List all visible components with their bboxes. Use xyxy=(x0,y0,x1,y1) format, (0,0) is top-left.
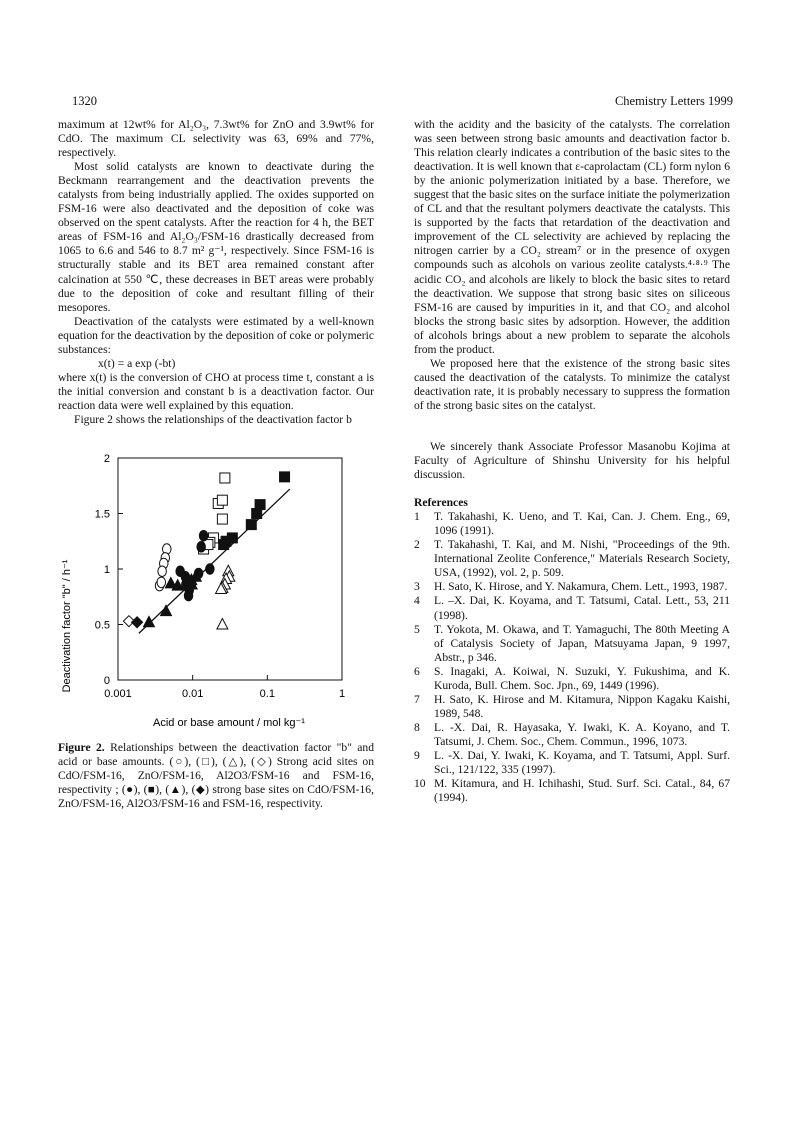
reference-number: 7 xyxy=(414,692,420,706)
right-column xyxy=(414,118,730,805)
equation: x(t) = a exp (-bt) xyxy=(98,356,176,370)
x-tick-label: 0.001 xyxy=(104,688,132,700)
x-tick-label: 0.01 xyxy=(181,688,204,700)
data-point-square-open xyxy=(220,473,230,483)
y-tick-label: 0 xyxy=(103,675,110,687)
reference-text: L. -X. Dai, R. Hayasaka, Y. Iwaki, K. A. Koyano, and T. Tatsumi, J. Chem. Soc., Chem. Commun., 1996, 1073. xyxy=(434,720,730,748)
paragraph: Deactivation of the catalysts were estimated by a well-known equation for the deactivation by the deposition of coke or polymeric substances: xyxy=(58,314,374,356)
reference-item xyxy=(414,777,730,805)
reference-item xyxy=(414,510,730,538)
reference-number: 5 xyxy=(414,622,420,636)
data-point-triangle-open xyxy=(217,619,228,630)
paragraph: with the acidity and the basicity of the catalysts. The correlation was seen between strong basic amounts and deactivation factor b. This relation clearly indicates a contribution of the basic sites to the deactivation. It is well known that ε-caprolactam (CL) form nylon 6 by the anionic polymerization initiated by a base. Therefore, we suggest that the basic sites on the surface initiate the polymerization of CL and that the resultant polymers deactivate the catalysts. This is supported by the facts that retardation of the deactivation and improvement of the CL selectivity are achieved by replacing the nitrogen carrier by a CO₂ stream⁷ or in the presence of oxygen compounds such as alcohols on various zeolite catalysts.⁴·⁸·⁹ The acidic CO₂ and alcohols are likely to block the basic sites to retard the deactivation. We suppose that strong basic sites on siliceous FSM-16 are caused by impurities in it, and that CO₂ and alcohol blocks the strong basic sites by adsorption. However, the addition of alcohols brings about a new problem to separate the alcohols from the product. xyxy=(414,118,730,356)
figure-2-chart xyxy=(56,446,376,736)
reference-item xyxy=(414,749,730,777)
paragraph: Most solid catalysts are known to deactivate during the Beckmann rearrangement and the deactivation prevents the catalysts from being industrially applied. The oxides supported on FSM-16 were also deactivated and the deposition of coke was observed on the spent catalysts. After the reaction for 4 h, the BET areas of FSM-16 and Al₂O₃/FSM-16 drastically decreased from 1065 to 6.6 and 546 to 8.7 m² g⁻¹, respectively. Since FSM-16 is structurally stable and its BET area remained constant after calcination at 550 ℃, these decreases in BET areas were probably due to the deposition of coke and resultant filling of their mesopores. xyxy=(58,160,374,314)
reference-text: T. Takahashi, K. Ueno, and T. Kai, Can. J. Chem. Eng., 69, 1096 (1991). xyxy=(434,510,730,538)
data-point-circle-filled xyxy=(197,542,206,553)
y-axis-label: Deactivation factor "b" / h⁻¹ xyxy=(61,559,73,693)
data-point-square-open xyxy=(217,495,227,505)
left-column xyxy=(58,118,374,427)
reference-text: H. Sato, K. Hirose and M. Kitamura, Nippon Kagaku Kaishi, 1989, 548. xyxy=(434,692,730,720)
reference-item xyxy=(414,721,730,749)
page-number: 1320 xyxy=(72,94,97,108)
data-point-square-filled xyxy=(219,540,229,550)
reference-text: H. Sato, K. Hirose, and Y. Nakamura, Chem. Lett., 1993, 1987. xyxy=(434,580,728,594)
data-point-square-filled xyxy=(280,472,290,482)
data-point-triangle-filled xyxy=(143,616,154,627)
paragraph: We proposed here that the existence of the strong basic sites caused the deactivation of the catalysts. To minimize the catalyst deactivation rate, it is probably necessary to suppress the formation of the strong basic sites on the catalyst. xyxy=(414,356,730,412)
paragraph: maximum at 12wt% for Al₂O₃, 7.3wt% for ZnO and 3.9wt% for CdO. The maximum CL selectivity was 63, 69% and 77%, respectively. xyxy=(58,118,374,160)
data-point-square-filled xyxy=(252,509,262,519)
y-tick-label: 1 xyxy=(103,564,110,576)
y-tick-label: 2 xyxy=(103,453,110,465)
reference-item xyxy=(414,665,730,693)
reference-number: 9 xyxy=(414,748,420,762)
x-tick-label: 0.1 xyxy=(259,688,275,700)
data-point-square-open xyxy=(217,514,227,524)
data-point-square-filled xyxy=(246,520,256,530)
figure-caption-text: Relationships between the deactivation factor "b" and acid or base amounts. (○), (□), (△), (◇) Strong acid sites on CdO/FSM-16, ZnO/FSM-16, Al2O3/FSM-16 and FSM-16, respectivity ; (●), (■), (▲), (◆) strong base sites on CdO/FSM-16, ZnO/FSM-16, Al2O3/FSM-16 and FSM-16, respectivity. xyxy=(58,741,374,811)
data-point-circle-filled xyxy=(184,590,193,601)
reference-item xyxy=(414,538,730,580)
reference-item xyxy=(414,594,730,622)
reference-number: 2 xyxy=(414,538,420,552)
reference-number: 3 xyxy=(414,580,420,594)
x-tick-label: 1 xyxy=(338,688,346,700)
x-axis-label: Acid or base amount / mol kg⁻¹ xyxy=(153,717,305,729)
journal-running-head: Chemistry Letters 1999 xyxy=(614,94,733,108)
y-tick-label: 1.5 xyxy=(94,508,110,521)
reference-item xyxy=(414,623,730,665)
chart-axes xyxy=(95,453,345,700)
reference-text: T. Yokota, M. Okawa, and T. Yamaguchi, The 80th Meeting A of Catalysis Society of Japan, Matsuyama Japan, 9 1997, Abstr., p 346. xyxy=(434,622,730,664)
acknowledgement: We sincerely thank Associate Professor Masanobu Kojima at Faculty of Agriculture of Shinshu University for his helpful discussion. xyxy=(414,439,730,482)
data-point-circle-open xyxy=(158,566,167,577)
reference-item xyxy=(414,580,730,594)
paragraph: Figure 2 shows the relationships of the deactivation factor b xyxy=(74,412,352,426)
reference-item xyxy=(414,693,730,721)
chart-marks xyxy=(123,472,289,634)
reference-number: 6 xyxy=(414,664,420,678)
reference-text: S. Inagaki, A. Koiwai, N. Suzuki, Y. Fukushima, and K. Kuroda, Bull. Chem. Soc. Jpn., 69, 1449 (1996). xyxy=(434,664,730,692)
reference-number: 4 xyxy=(414,594,420,608)
reference-number: 10 xyxy=(414,777,426,791)
reference-text: L. –X. Dai, K. Koyama, and T. Tatsumi, Catal. Lett., 53, 211 (1998). xyxy=(434,594,730,622)
references-heading: References xyxy=(414,496,468,510)
reference-text: M. Kitamura, and H. Ichihashi, Stud. Surf. Sci. Catal., 84, 67 (1994). xyxy=(434,777,730,805)
figure-caption xyxy=(58,741,374,811)
data-point-circle-open xyxy=(157,577,166,588)
reference-text: T. Takahashi, T. Kai, and M. Nishi, "Proceedings of the 9th. International Zeolite Conference," Materials Research Society, USA, (1992), vol. 2, p. 509. xyxy=(434,538,730,580)
data-point-circle-filled xyxy=(199,530,208,541)
y-tick-label: 0.5 xyxy=(94,619,110,632)
reference-text: L. -X. Dai, Y. Iwaki, K. Koyama, and T. Tatsumi, Appl. Surf. Sci., 121/122, 335 (1997). xyxy=(434,748,730,777)
reference-number: 8 xyxy=(414,720,420,734)
data-point-diamond-filled xyxy=(132,617,143,628)
data-point-circle-filled xyxy=(206,564,215,575)
reference-list xyxy=(414,510,730,805)
paragraph: where x(t) is the conversion of CHO at process time t, constant a is the initial conversion and constant b is a deactivation factor. Our reaction data were well explained by this equation. xyxy=(58,370,374,412)
figure-caption-label: Figure 2. xyxy=(58,741,105,754)
reference-number: 1 xyxy=(414,510,420,524)
